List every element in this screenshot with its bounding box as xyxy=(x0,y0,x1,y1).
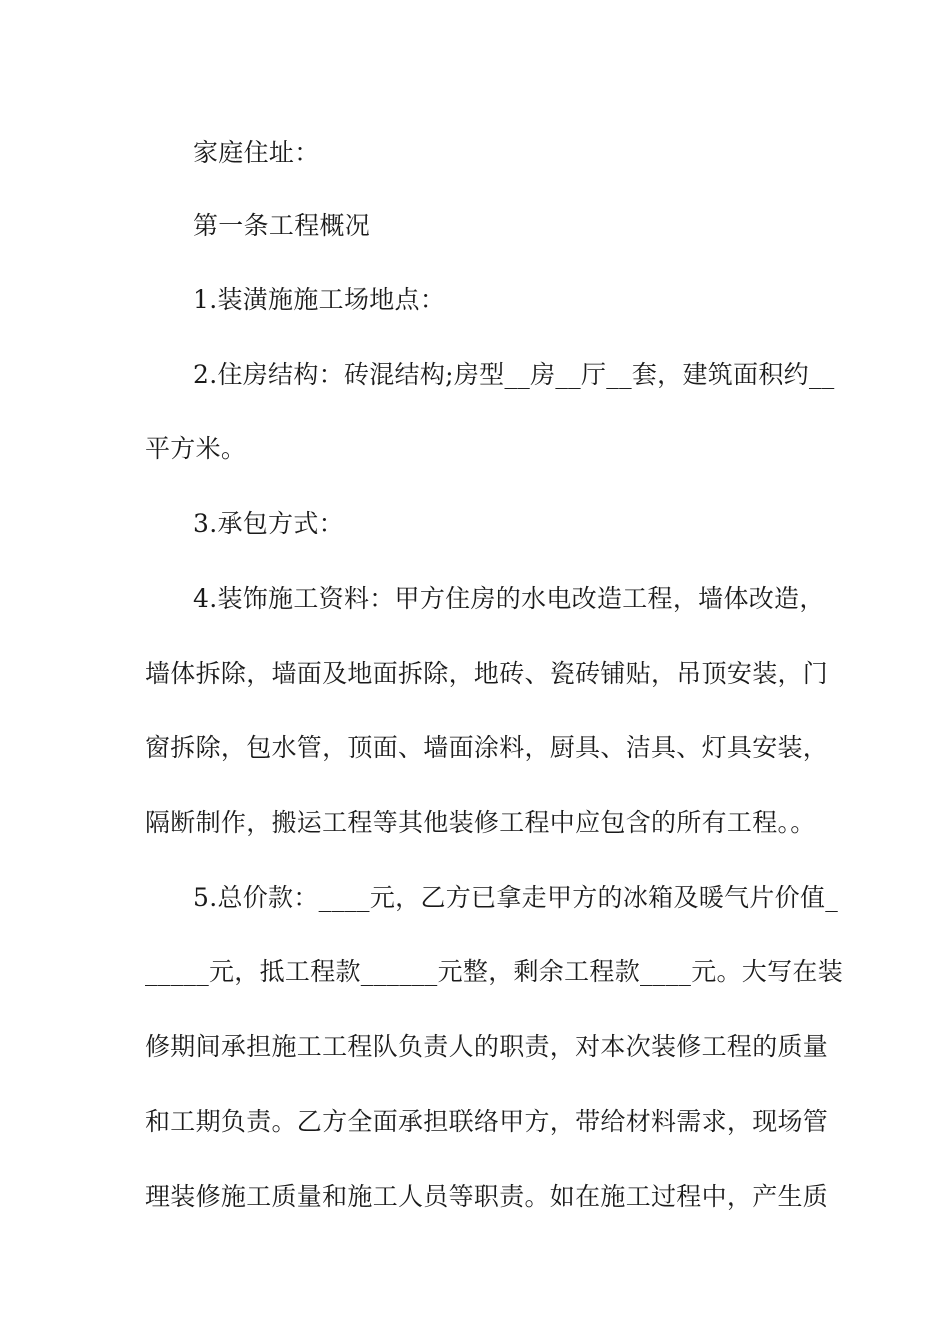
item-2-continuation: 平方米。 xyxy=(145,434,247,463)
item-3-contract-method: 3.承包方式： xyxy=(193,509,344,538)
item-5-line-3: 修期间承担施工工程队负责人的职责，对本次装修工程的质量 xyxy=(145,1032,829,1061)
home-address-line: 家庭住址： xyxy=(193,138,320,167)
item-4-line-3: 窗拆除，包水管，顶面、墙面涂料，厨具、洁具、灯具安装， xyxy=(145,733,829,762)
item-5-line-5: 理装修施工质量和施工人员等职责。如在施工过程中，产生质 xyxy=(145,1182,829,1211)
item-1-site-location: 1.装潢施施工场地点： xyxy=(193,285,446,314)
article-one-heading: 第一条工程概况 xyxy=(193,211,371,240)
item-4-line-2: 墙体拆除，墙面及地面拆除，地砖、瓷砖铺贴，吊顶安装，门 xyxy=(145,659,829,688)
item-4-decoration-materials: 4.装饰施工资料：甲方住房的水电改造工程，墙体改造， xyxy=(193,584,825,613)
item-2-housing-structure: 2.住房结构：砖混结构;房型__房__厅__套，建筑面积约__ xyxy=(193,360,835,389)
item-5-line-2: _____元，抵工程款______元整，剩余工程款____元。大写在装 xyxy=(145,957,844,986)
item-5-total-price: 5.总价款：____元，乙方已拿走甲方的冰箱及暖气片价值_ xyxy=(193,883,839,912)
item-5-line-4: 和工期负责。乙方全面承担联络甲方，带给材料需求，现场管 xyxy=(145,1107,829,1136)
item-4-line-4: 隔断制作，搬运工程等其他装修工程中应包含的所有工程。。 xyxy=(145,808,816,837)
